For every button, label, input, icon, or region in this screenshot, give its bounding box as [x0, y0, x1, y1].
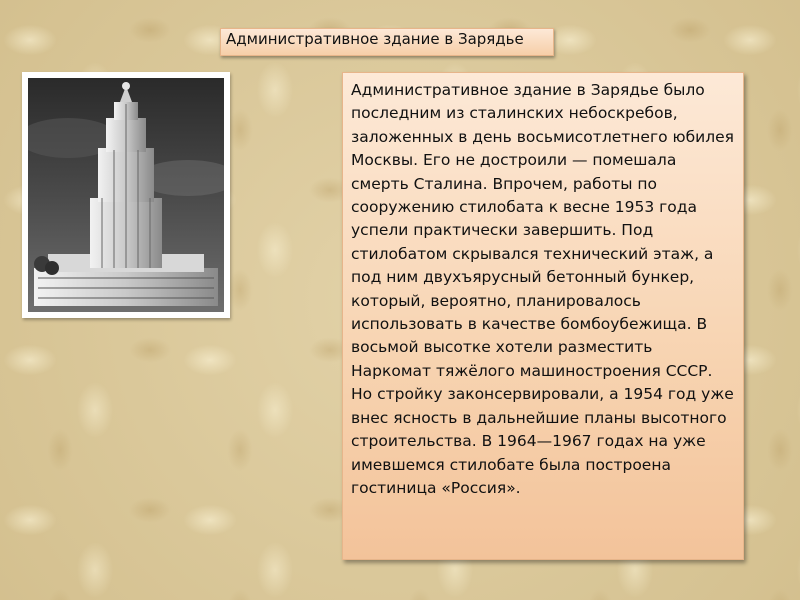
slide-title: Административное здание в Зарядье [226, 30, 524, 48]
building-photo [22, 72, 230, 318]
skyscraper-illustration [28, 78, 224, 312]
description-box [342, 72, 744, 560]
description-text: Административное здание в Зарядье было последним из сталинских небоскребов, заложенных в день восьмисотлетнего юбилея Москвы. Его не достроили — помешала смерть Сталина. Впрочем, работы по сооружению стилобата к весне 1953 года успели практически завершить. Под стилобатом скрывался технический этаж, а под ним двухъярусный бетонный бункер, который, вероятно, планировалось использовать в качестве бомбоубежища. В восьмой высотке хотели разместить Наркомат тяжёлого машиностроения СССР. Но стройку законсервировали, а 1954 год уже внес ясность в дальнейшие планы высотного строительства. В 1964—1967 годах на уже имевшемся стилобате была построена гостиница «Россия». [351, 81, 734, 497]
